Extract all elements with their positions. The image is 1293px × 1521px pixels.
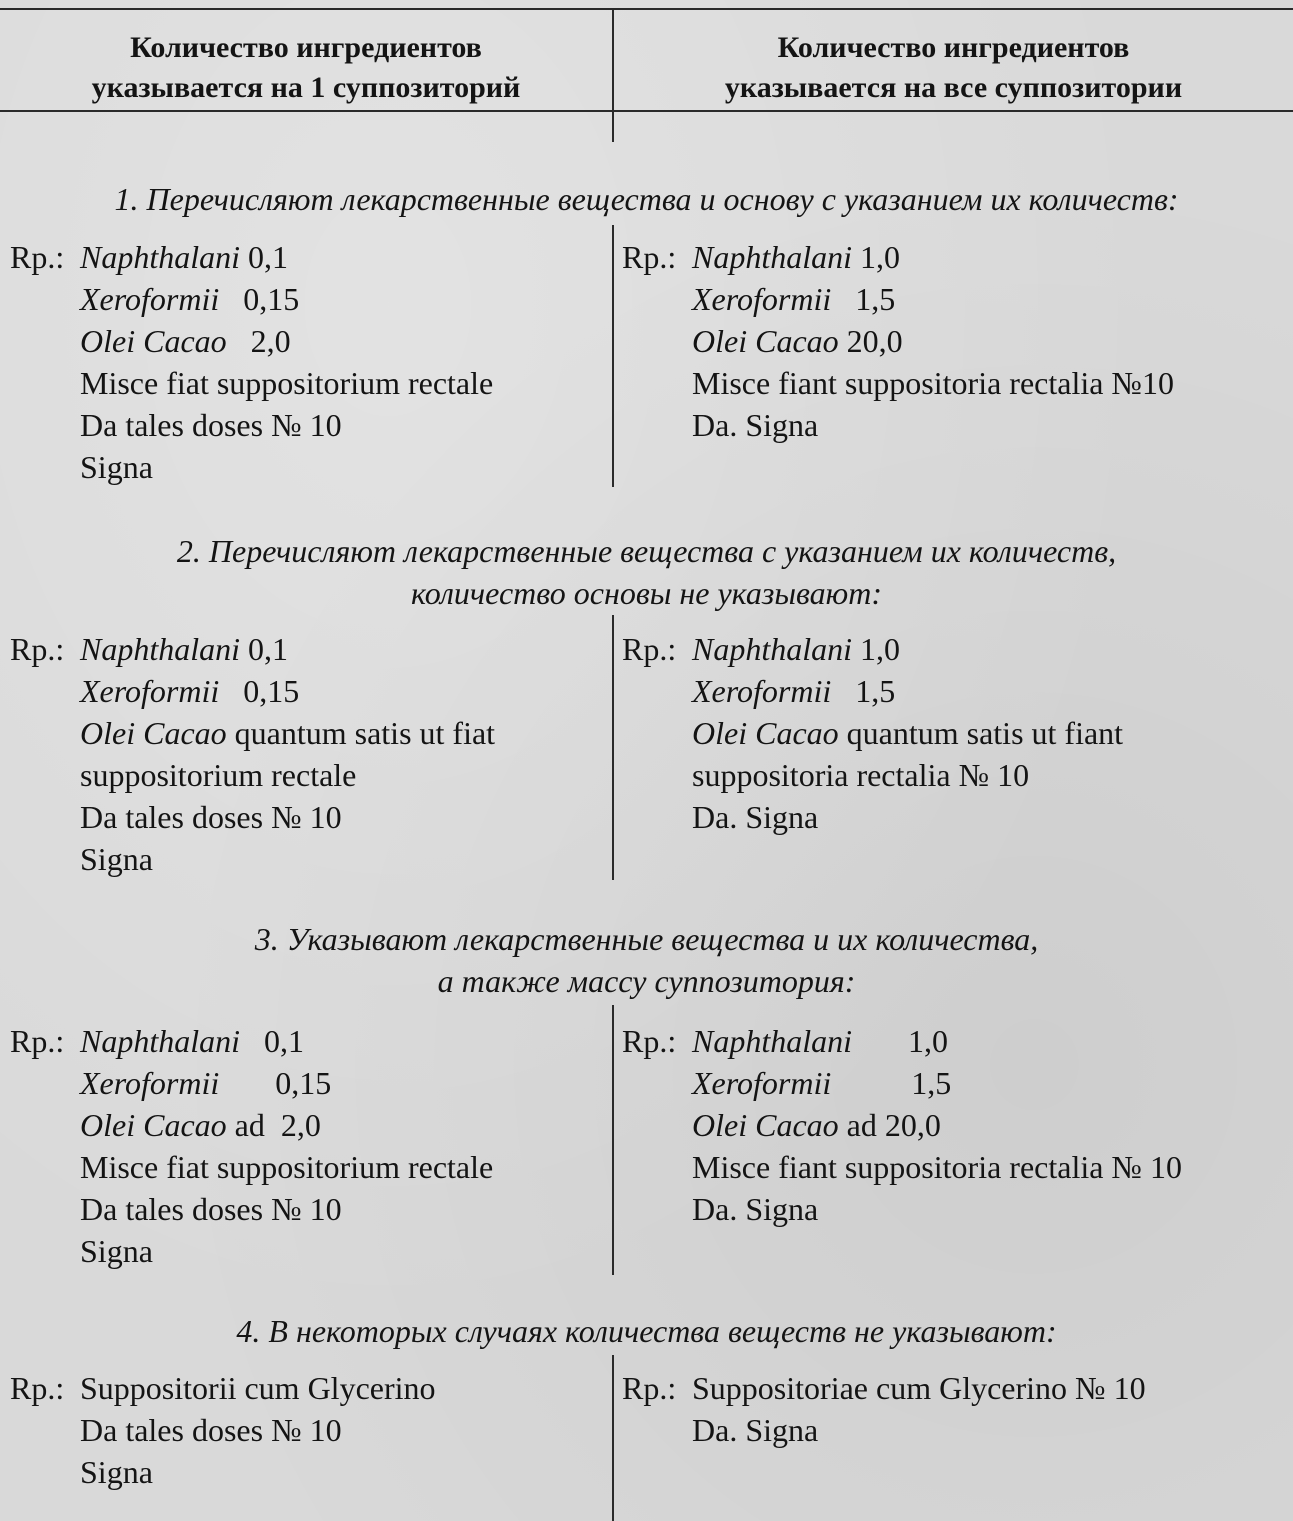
ingredient-dose: 20,0 <box>838 323 903 359</box>
header-right-cell <box>614 28 1293 108</box>
ingredient-name: Olei Cacao <box>80 1107 227 1143</box>
rx-line <box>10 1020 610 1062</box>
header-left-line-2: указывается на 1 суппозиторий <box>91 71 521 104</box>
rx-line <box>10 754 610 796</box>
rx-line <box>10 1230 610 1272</box>
rx-line <box>10 670 610 712</box>
instruction-text: Suppositoriae cum Glycerino № 10 <box>692 1370 1146 1406</box>
header-bottom-border <box>0 110 1293 112</box>
instruction-text: Da. Signa <box>692 407 819 443</box>
section-2-right-prescription <box>622 628 1290 838</box>
ingredient-dose: 1,5 <box>831 1065 952 1101</box>
instruction-text: Misce fiant suppositoria rectalia № 10 <box>692 1149 1182 1185</box>
ingredient-dose: 1,0 <box>852 631 901 667</box>
rx-line <box>622 628 1290 670</box>
section-title-line: 2. Перечисляют лекарственные вещества с указанием их количеств, <box>176 533 1117 569</box>
rx-line <box>10 1062 610 1104</box>
ingredient-name: Naphthalani <box>80 1023 241 1059</box>
ingredient-name: Xeroformii <box>80 1065 220 1101</box>
rx-line <box>10 320 610 362</box>
instruction-text: Misce fiat suppositorium rectale <box>80 365 494 401</box>
section-2-title <box>0 530 1293 614</box>
section-4-title <box>0 1310 1293 1352</box>
header-left-line-1: Количество ингредиентов <box>130 31 482 64</box>
instruction-text: Da tales doses № 10 <box>80 407 342 443</box>
rx-lead: Rp.: <box>622 631 677 667</box>
ingredient-name: Naphthalani <box>692 1023 853 1059</box>
rx-line <box>10 1451 610 1493</box>
table-top-border <box>0 8 1293 10</box>
section-4-right-prescription <box>622 1367 1290 1451</box>
ingredient-dose: quantum satis ut fiant <box>838 715 1124 751</box>
rx-lead: Rp.: <box>10 1370 65 1406</box>
section-4-left-prescription <box>10 1367 610 1493</box>
ingredient-name: Olei Cacao <box>80 715 227 751</box>
rx-line <box>10 446 610 488</box>
ingredient-dose: 1,5 <box>831 281 896 317</box>
rx-lead: Rp.: <box>622 1370 677 1406</box>
ingredient-name: Olei Cacao <box>692 1107 839 1143</box>
ingredient-dose: 0,1 <box>240 1023 305 1059</box>
rx-lead: Rp.: <box>10 239 65 275</box>
ingredient-name: Xeroformii <box>80 281 220 317</box>
rx-lead: Rp.: <box>622 1023 677 1059</box>
rx-line <box>622 712 1290 754</box>
column-divider-section-2 <box>612 615 614 880</box>
section-3-left-prescription <box>10 1020 610 1272</box>
rx-line <box>10 628 610 670</box>
header-left-cell <box>0 28 612 108</box>
ingredient-name: Naphthalani <box>692 239 853 275</box>
section-title-line: 4. В некоторых случаях количества веществ не указывают: <box>236 1313 1057 1349</box>
ingredient-dose: 1,0 <box>852 1023 949 1059</box>
ingredient-dose: 0,15 <box>219 673 300 709</box>
rx-line <box>622 796 1290 838</box>
ingredient-name: Xeroformii <box>80 673 220 709</box>
rx-line <box>10 796 610 838</box>
ingredient-name: Olei Cacao <box>80 323 227 359</box>
section-title-line: количество основы не указывают: <box>411 575 882 611</box>
rx-line <box>622 1409 1290 1451</box>
ingredient-dose: 0,15 <box>219 1065 332 1101</box>
instruction-text: Signa <box>80 1454 153 1490</box>
rx-line <box>10 1367 610 1409</box>
instruction-text: Misce fiat suppositorium rectale <box>80 1149 494 1185</box>
ingredient-dose: 0,15 <box>219 281 300 317</box>
rx-line <box>622 754 1290 796</box>
ingredient-dose: 0,1 <box>240 239 289 275</box>
section-3-title <box>0 918 1293 1002</box>
section-title-line: а также массу суппозитория: <box>437 963 856 999</box>
instruction-text: suppositoria rectalia № 10 <box>692 757 1030 793</box>
ingredient-name: Naphthalani <box>80 631 241 667</box>
column-divider-section-3 <box>612 1005 614 1275</box>
ingredient-dose: 1,5 <box>831 673 896 709</box>
ingredient-dose: 2,0 <box>226 323 291 359</box>
instruction-text: suppositorium rectale <box>80 757 357 793</box>
rx-line <box>10 278 610 320</box>
rx-line <box>10 1104 610 1146</box>
instruction-text: Da. Signa <box>692 1191 819 1227</box>
section-1-left-prescription <box>10 236 610 488</box>
ingredient-name: Xeroformii <box>692 1065 832 1101</box>
rx-line <box>10 404 610 446</box>
section-1-title <box>0 178 1293 220</box>
rx-line <box>622 1020 1290 1062</box>
rx-line <box>10 712 610 754</box>
rx-line <box>10 1188 610 1230</box>
instruction-text: Misce fiant suppositoria rectalia №10 <box>692 365 1174 401</box>
instruction-text: Suppositorii cum Glycerino <box>80 1370 436 1406</box>
instruction-text: Da tales doses № 10 <box>80 1412 342 1448</box>
rx-lead: Rp.: <box>622 239 677 275</box>
rx-line <box>622 1146 1290 1188</box>
header-right-line-1: Количество ингредиентов <box>777 31 1130 64</box>
rx-lead: Rp.: <box>10 1023 65 1059</box>
ingredient-name: Xeroformii <box>692 673 832 709</box>
instruction-text: Da tales doses № 10 <box>80 1191 342 1227</box>
ingredient-name: Olei Cacao <box>692 715 839 751</box>
rx-line <box>622 404 1290 446</box>
instruction-text: Da. Signa <box>692 1412 819 1448</box>
instruction-text: Da. Signa <box>692 799 819 835</box>
rx-line <box>10 1409 610 1451</box>
column-divider-section-4 <box>612 1355 614 1521</box>
ingredient-name: Naphthalani <box>692 631 853 667</box>
rx-line <box>622 670 1290 712</box>
rx-line <box>622 320 1290 362</box>
column-divider-section-1 <box>612 225 614 487</box>
ingredient-dose: 0,1 <box>240 631 289 667</box>
ingredient-dose: quantum satis ut fiat <box>226 715 496 751</box>
section-title-line: 1. Перечисляют лекарственные вещества и основу с указанием их количеств: <box>114 181 1179 217</box>
ingredient-name: Xeroformii <box>692 281 832 317</box>
ingredient-dose: ad 20,0 <box>838 1107 941 1143</box>
instruction-text: Signa <box>80 449 153 485</box>
rx-lead: Rp.: <box>10 631 65 667</box>
rx-line <box>622 278 1290 320</box>
rx-line <box>622 362 1290 404</box>
section-3-right-prescription <box>622 1020 1290 1230</box>
ingredient-name: Naphthalani <box>80 239 241 275</box>
rx-line <box>10 236 610 278</box>
instruction-text: Da tales doses № 10 <box>80 799 342 835</box>
section-title-line: 3. Указывают лекарственные вещества и их количества, <box>254 921 1039 957</box>
header-right-line-2: указывается на все суппозитории <box>724 71 1183 104</box>
rx-line <box>622 1104 1290 1146</box>
ingredient-name: Olei Cacao <box>692 323 839 359</box>
rx-line <box>10 838 610 880</box>
rx-line <box>10 1146 610 1188</box>
instruction-text: Signa <box>80 1233 153 1269</box>
ingredient-dose: ad 2,0 <box>226 1107 321 1143</box>
section-1-right-prescription <box>622 236 1290 446</box>
section-2-left-prescription <box>10 628 610 880</box>
rx-line <box>622 1062 1290 1104</box>
instruction-text: Signa <box>80 841 153 877</box>
rx-line <box>622 1367 1290 1409</box>
rx-line <box>10 362 610 404</box>
rx-line <box>622 236 1290 278</box>
rx-line <box>622 1188 1290 1230</box>
ingredient-dose: 1,0 <box>852 239 901 275</box>
